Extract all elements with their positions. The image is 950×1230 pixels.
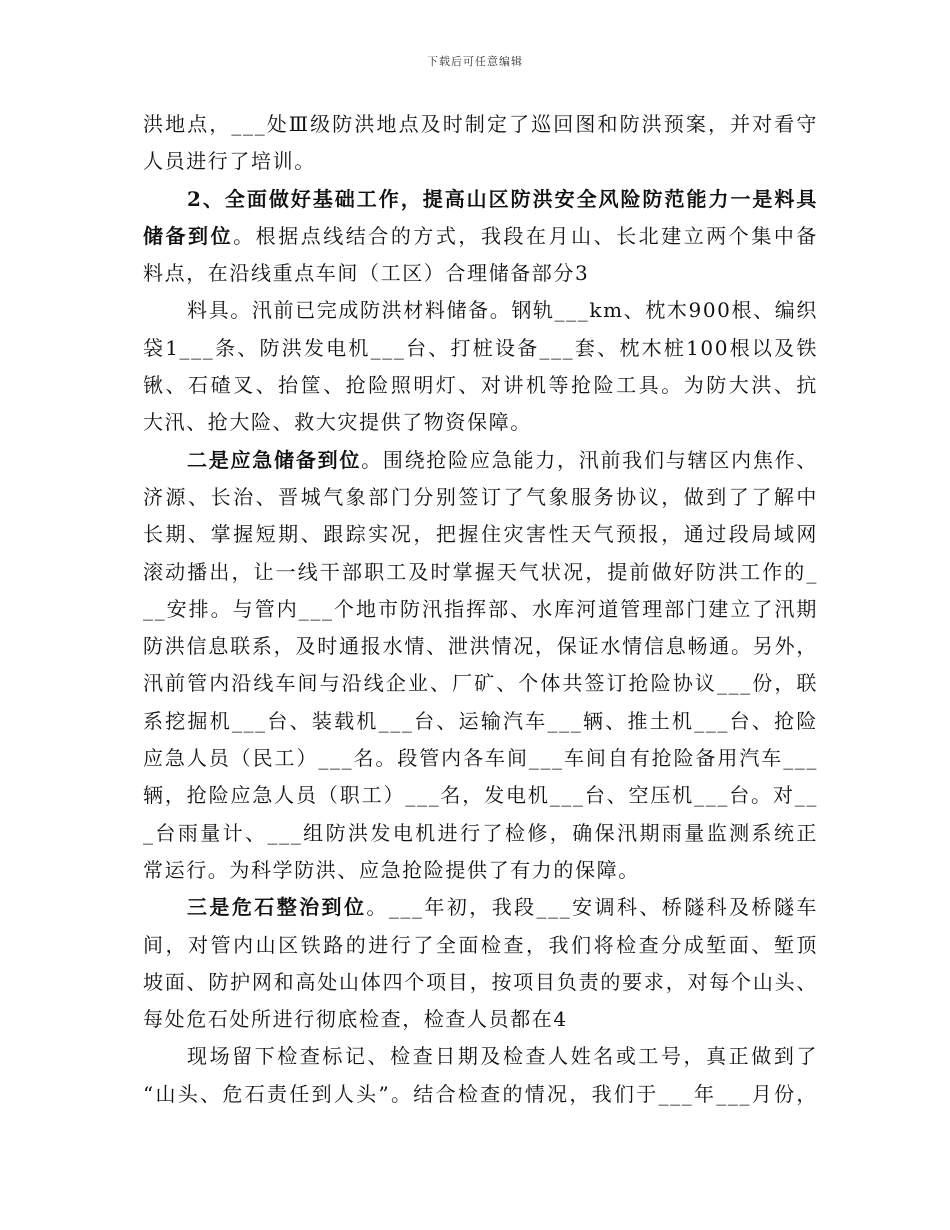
text-line: 应急人员（民工）___名。段管内各车间___车间自有抢险备用汽车___: [143, 746, 818, 771]
text-line: 料点，在沿线重点车间（工区）合理储备部分3: [143, 261, 590, 286]
text-line: 长期、掌握短期、跟踪实况，把握住灾害性天气预报，通过段局域网: [143, 522, 818, 547]
text-line: 锹、石碴叉、抬筐、抢险照明灯、对讲机等抢险工具。为防大洪、抗: [143, 373, 818, 398]
text-line: 坡面、防护网和高处山体四个项目，按项目负责的要求，对每个山头、: [143, 969, 818, 994]
text-line: 每处危石处所进行彻底检查，检查人员都在4: [143, 1007, 568, 1032]
text-line: 二是应急储备到位。围绕抢险应急能力，汛前我们与辖区内焦作、: [187, 447, 818, 472]
text-line: 间，对管内山区铁路的进行了全面检查，我们将检查分成堑面、堑顶: [143, 932, 818, 957]
text-line: 大汛、抢大险、救大灾提供了物资保障。: [143, 410, 532, 435]
page-header: 下载后可任意编辑: [427, 55, 523, 68]
text-line: 辆，抢险应急人员（职工）___名，发电机___台、空压机___台。对__: [143, 783, 818, 808]
text-line: 系挖掘机___台、装载机___台、运输汽车___辆、推土机___台、抢险: [143, 708, 818, 733]
text-line: 滚动播出，让一线干部职工及时掌握天气状况，提前做好防洪工作的_: [143, 559, 818, 584]
text-line: 三是危石整治到位。___年初，我段___安调科、桥隧科及桥隧车: [187, 895, 818, 920]
text-line: 料具。汛前已完成防洪材料储备。钢轨___km、枕木900根、编织: [187, 298, 818, 323]
text-line: 常运行。为科学防洪、应急抢险提供了有力的保障。: [143, 857, 640, 882]
text-line: 汛前管内沿线车间与沿线企业、厂矿、个体共签订抢险协议___份，联: [143, 671, 818, 696]
text-line: 防洪信息联系，及时通报水情、泄洪情况，保证水情信息畅通。另外，: [143, 634, 818, 659]
text-line: 济源、长治、晋城气象部门分别签订了气象服务协议，做到了了解中: [143, 484, 818, 509]
text-line: _台雨量计、___组防洪发电机进行了检修，确保汛期雨量监测系统正: [143, 820, 818, 845]
text-line: 现场留下检查标记、检查日期及检查人姓名或工号，真正做到了: [187, 1044, 818, 1069]
text-line: __安排。与管内___个地市防汛指挥部、水库河道管理部门建立了汛期: [143, 596, 818, 621]
text-line: 人员进行了培训。: [143, 149, 316, 174]
text-line: 洪地点，___处Ⅲ级防洪地点及时制定了巡回图和防洪预案，并对看守: [143, 112, 818, 136]
document-body: [143, 106, 818, 1113]
text-line: “山头、危石责任到人头”。结合检查的情况，我们于___年___月份，: [143, 1081, 818, 1106]
text-line: 储备到位。根据点线结合的方式，我段在月山、长北建立两个集中备: [143, 223, 818, 248]
text-line: 袋1___条、防洪发电机___台、打桩设备___套、枕木桩100根以及铁: [143, 335, 818, 360]
section-heading: 2、全面做好基础工作，提高山区防洪安全风险防范能力一是料具: [187, 186, 818, 211]
